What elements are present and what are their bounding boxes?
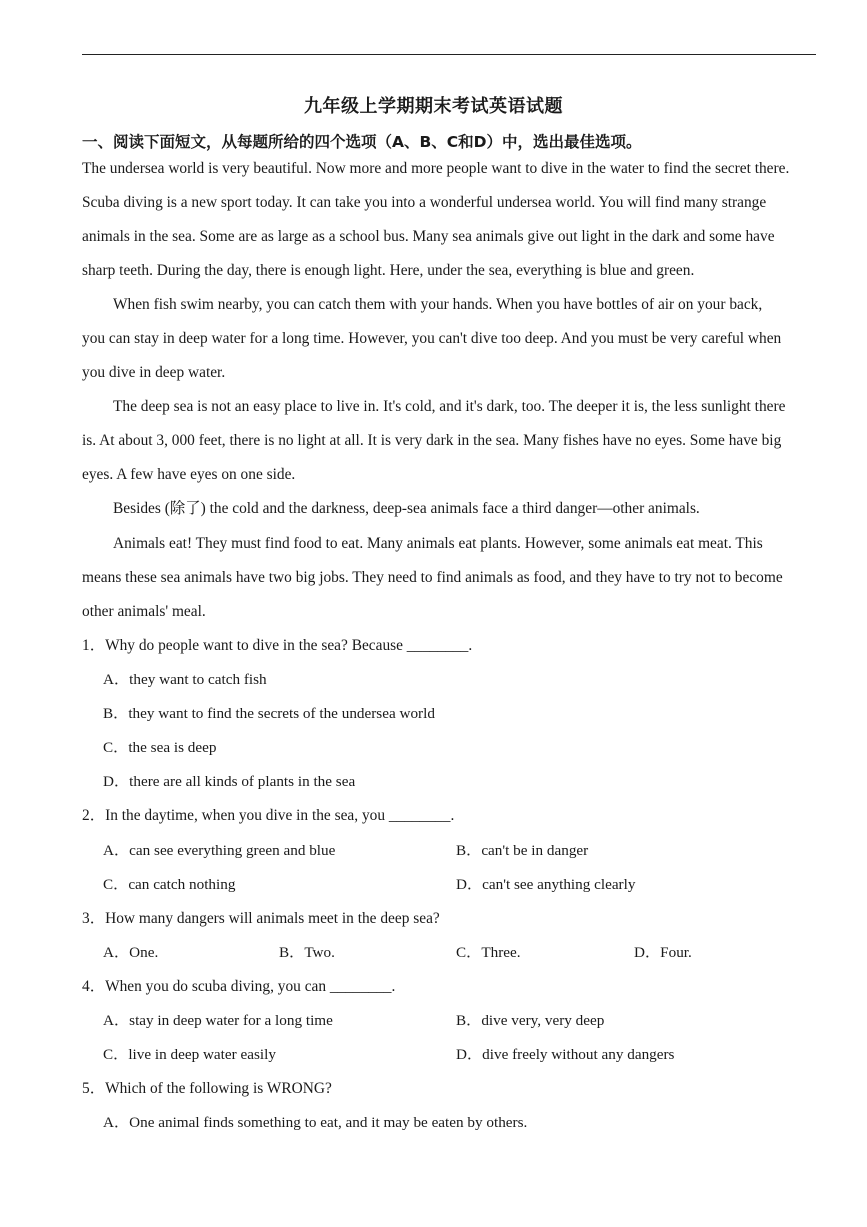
passage-line: means these sea animals have two big jobs. They need to find animals as food, and they have to try not to become bbox=[82, 569, 783, 586]
passage-line: Besides (除了) the cold and the darkness, deep-sea animals face a third danger—other animals. bbox=[113, 500, 700, 517]
option-d: D．Four. bbox=[634, 944, 692, 961]
option-a: A．they want to catch fish bbox=[103, 671, 267, 688]
passage-line: you can stay in deep water for a long time. However, you can't dive too deep. And you must be very careful when bbox=[82, 330, 782, 347]
passage-line: The deep sea is not an easy place to live in. It's cold, and it's dark, too. The deeper it is, the less sunlight there bbox=[113, 398, 786, 415]
option-d: D．there are all kinds of plants in the sea bbox=[103, 773, 356, 790]
passage-line: Animals eat! They must find food to eat. Many animals eat plants. However, some animals eat meat. This bbox=[113, 535, 763, 552]
option-b: B．dive very, very deep bbox=[456, 1012, 605, 1029]
option-c: C．Three. bbox=[456, 944, 521, 961]
option-b: B．Two. bbox=[279, 944, 335, 961]
passage-line: other animals' meal. bbox=[82, 603, 206, 620]
option-d: D．can't see anything clearly bbox=[456, 876, 636, 893]
question-stem: 3．How many dangers will animals meet in the deep sea? bbox=[82, 910, 440, 927]
header-rule bbox=[82, 54, 816, 55]
passage-line: When fish swim nearby, you can catch them with your hands. When you have bottles of air on your back, bbox=[113, 296, 763, 313]
option-c: C．can catch nothing bbox=[103, 876, 236, 893]
option-c: C．the sea is deep bbox=[103, 739, 217, 756]
option-c: C．live in deep water easily bbox=[103, 1046, 276, 1063]
question-stem: 5．Which of the following is WRONG? bbox=[82, 1080, 332, 1097]
option-b: B．they want to find the secrets of the undersea world bbox=[103, 705, 435, 722]
passage-line: animals in the sea. Some are as large as a school bus. Many sea animals give out light in the dark and some have bbox=[82, 228, 775, 245]
passage-line: you dive in deep water. bbox=[82, 364, 226, 381]
question-stem: 1．Why do people want to dive in the sea? Because ________. bbox=[82, 637, 473, 654]
option-b: B．can't be in danger bbox=[456, 842, 589, 859]
passage-line: eyes. A few have eyes on one side. bbox=[82, 466, 296, 483]
option-a: A．One. bbox=[103, 944, 159, 961]
option-a: A．One animal finds something to eat, and it may be eaten by others. bbox=[103, 1114, 528, 1131]
passage-line: is. At about 3, 000 feet, there is no light at all. It is very dark in the sea. Many fishes have no eyes. Some have big bbox=[82, 432, 782, 449]
passage-line: Scuba diving is a new sport today. It can take you into a wonderful undersea world. You will find many strange bbox=[82, 194, 767, 211]
option-a: A．can see everything green and blue bbox=[103, 842, 336, 859]
question-stem: 2．In the daytime, when you dive in the sea, you ________. bbox=[82, 807, 455, 824]
option-d: D．dive freely without any dangers bbox=[456, 1046, 675, 1063]
exam-title: 九年级上学期期末考试英语试题 bbox=[304, 96, 563, 117]
question-stem: 4．When you do scuba diving, you can ________. bbox=[82, 978, 396, 995]
passage-line: sharp teeth. During the day, there is enough light. Here, under the sea, everything is blue and green. bbox=[82, 262, 695, 279]
option-a: A．stay in deep water for a long time bbox=[103, 1012, 333, 1029]
section-heading: 一、阅读下面短文，从每题所给的四个选项（A、B、C和D）中，选出最佳选项。 bbox=[82, 133, 642, 151]
passage-line: The undersea world is very beautiful. Now more and more people want to dive in the water to find the secret there. bbox=[82, 160, 790, 177]
